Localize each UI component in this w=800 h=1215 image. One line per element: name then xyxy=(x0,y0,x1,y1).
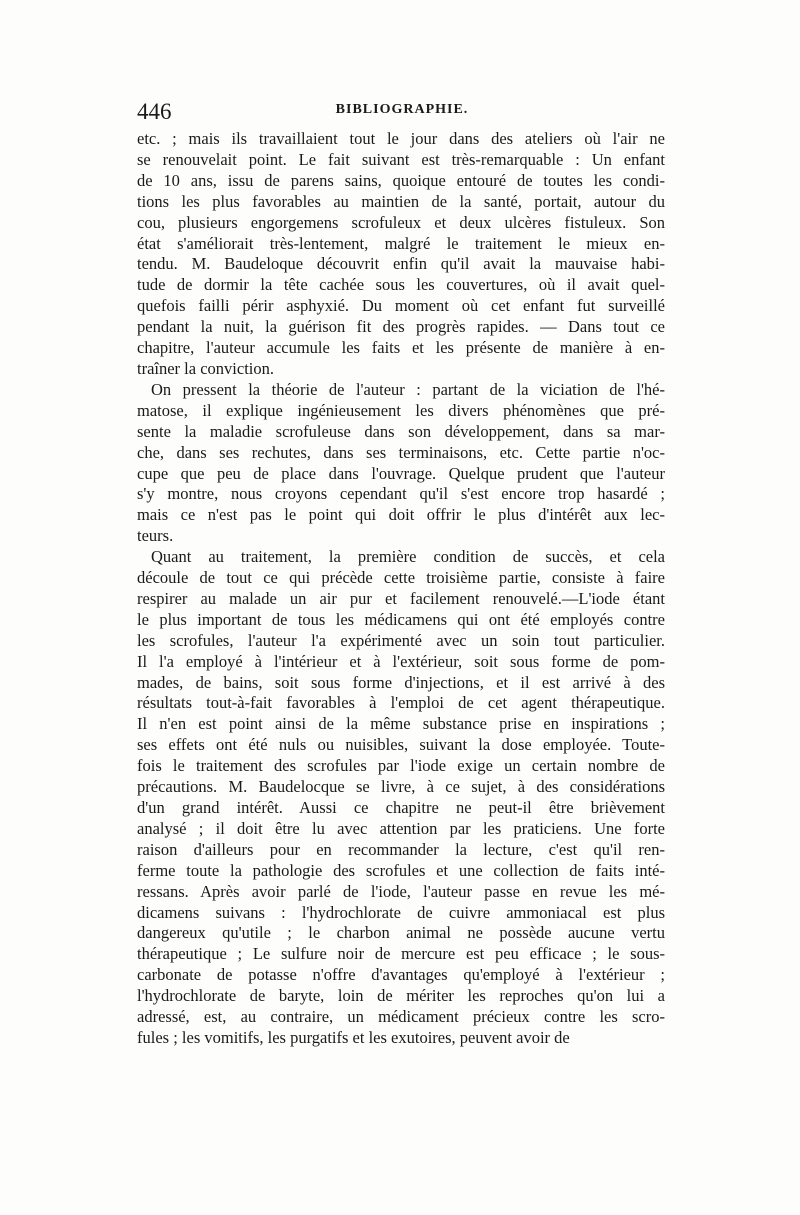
text-line: Il n'en est point ainsi de la même substance prise en inspirations ; xyxy=(137,714,665,734)
text-line: respirer au malade un air pur et facilement renouvelé.—L'iode étant xyxy=(137,588,665,608)
text-line: ressans. Après avoir parlé de l'iode, l'auteur passe en revue les mé- xyxy=(137,881,665,901)
text-line: chapitre, l'auteur accumule les faits et les présente de manière à en- xyxy=(137,338,665,358)
text-line: cupe que peu de place dans l'ouvrage. Quelque prudent que l'auteur xyxy=(137,463,665,483)
text-line: che, dans ses rechutes, dans ses terminaisons, etc. Cette partie n'oc- xyxy=(137,442,665,462)
paragraph xyxy=(137,129,665,380)
text-line: cou, plusieurs engorgemens scrofuleux et deux ulcères fistuleux. Son xyxy=(137,212,665,232)
text-line: précautions. M. Baudelocque se livre, à ce sujet, à des considérations xyxy=(137,777,665,797)
text-line: sente la maladie scrofuleuse dans son développement, dans sa mar- xyxy=(137,421,665,441)
text-line: matose, il explique ingénieusement les divers phénomènes que pré- xyxy=(137,400,665,420)
text-line: découle de tout ce qui précède cette troisième partie, consiste à faire xyxy=(137,568,665,588)
text-line: analysé ; il doit être lu avec attention par les praticiens. Une forte xyxy=(137,818,665,838)
text-line: traîner la conviction. xyxy=(137,358,274,378)
text-line: Il l'a employé à l'intérieur et à l'extérieur, soit sous forme de pom- xyxy=(137,651,665,671)
text-line: dangereux qu'utile ; le charbon animal ne possède aucune vertu xyxy=(137,923,665,943)
text-line: raison d'ailleurs pour en recommander la lecture, c'est qu'il ren- xyxy=(137,839,665,859)
text-line: fules ; les vomitifs, les purgatifs et les exutoires, peuvent avoir de xyxy=(137,1027,570,1047)
text-line: tude de dormir la tête cachée sous les couvertures, où il avait quel- xyxy=(137,275,665,295)
text-line: On pressent la théorie de l'auteur : partant de la viciation de l'hé- xyxy=(151,379,665,399)
text-line: d'un grand intérêt. Aussi ce chapitre ne peut-il être brièvement xyxy=(137,798,665,817)
paragraph xyxy=(137,380,665,547)
text-line: thérapeutique ; Le sulfure noir de mercure est peu efficace ; le sous- xyxy=(137,944,665,964)
text-line: de 10 ans, issu de parens sains, quoique entouré de toutes les condi- xyxy=(137,170,665,190)
text-line: Quant au traitement, la première condition de succès, et cela xyxy=(151,547,665,567)
text-line: résultats tout-à-fait favorables à l'emploi de cet agent thérapeutique. xyxy=(137,693,665,713)
text-line: teurs. xyxy=(137,526,174,546)
text-line: s'y montre, nous croyons cependant qu'il s'est encore trop hasardé ; xyxy=(137,484,665,504)
text-line: dicamens suivans : l'hydrochlorate de cuivre ammoniacal est plus xyxy=(137,902,665,922)
text-line: etc. ; mais ils travaillaient tout le jour dans des ateliers où l'air ne xyxy=(137,129,665,148)
body-text xyxy=(137,129,665,1049)
text-line: le plus important de tous les médicamens qui ont été employés contre xyxy=(137,609,665,629)
text-line: tendu. M. Baudeloque découvrit enfin qu'il avait la mauvaise habi- xyxy=(137,254,665,274)
text-line: les scrofules, l'auteur l'a expérimenté avec un soin tout particulier. xyxy=(137,630,665,650)
text-line: quefois failli périr asphyxié. Du moment où cet enfant fut surveillé xyxy=(137,296,665,316)
text-line: mais ce n'est pas le point qui doit offrir le plus d'intérêt aux lec- xyxy=(137,505,665,525)
text-line: mades, de bains, soit sous forme d'injections, et il est arrivé à des xyxy=(137,672,665,692)
text-line: fois le traitement des scrofules par l'iode exige un certain nombre de xyxy=(137,756,665,776)
page-header xyxy=(137,97,667,127)
text-line: se renouvelait point. Le fait suivant est très-remarquable : Un enfant xyxy=(137,149,665,169)
text-line: pendant la nuit, la guérison fit des progrès rapides. — Dans tout ce xyxy=(137,317,665,337)
running-title: BIBLIOGRAPHIE. xyxy=(335,102,469,117)
text-line: l'hydrochlorate de baryte, loin de mériter les reproches qu'on lui a xyxy=(137,986,665,1006)
text-line: ferme toute la pathologie des scrofules et une collection de faits inté- xyxy=(137,860,665,880)
text-line: ses effets ont été nuls ou nuisibles, suivant la dose employée. Toute- xyxy=(137,735,665,755)
text-line: tions les plus favorables au maintien de la santé, portait, autour du xyxy=(137,191,665,211)
paragraph xyxy=(137,547,665,1049)
text-line: carbonate de potasse n'offre d'avantages qu'employé à l'extérieur ; xyxy=(137,965,665,985)
text-line: adressé, est, au contraire, un médicament précieux contre les scro- xyxy=(137,1007,665,1027)
page-number: 446 xyxy=(137,99,172,124)
text-line: état s'améliorait très-lentement, malgré le traitement le mieux en- xyxy=(137,233,665,253)
